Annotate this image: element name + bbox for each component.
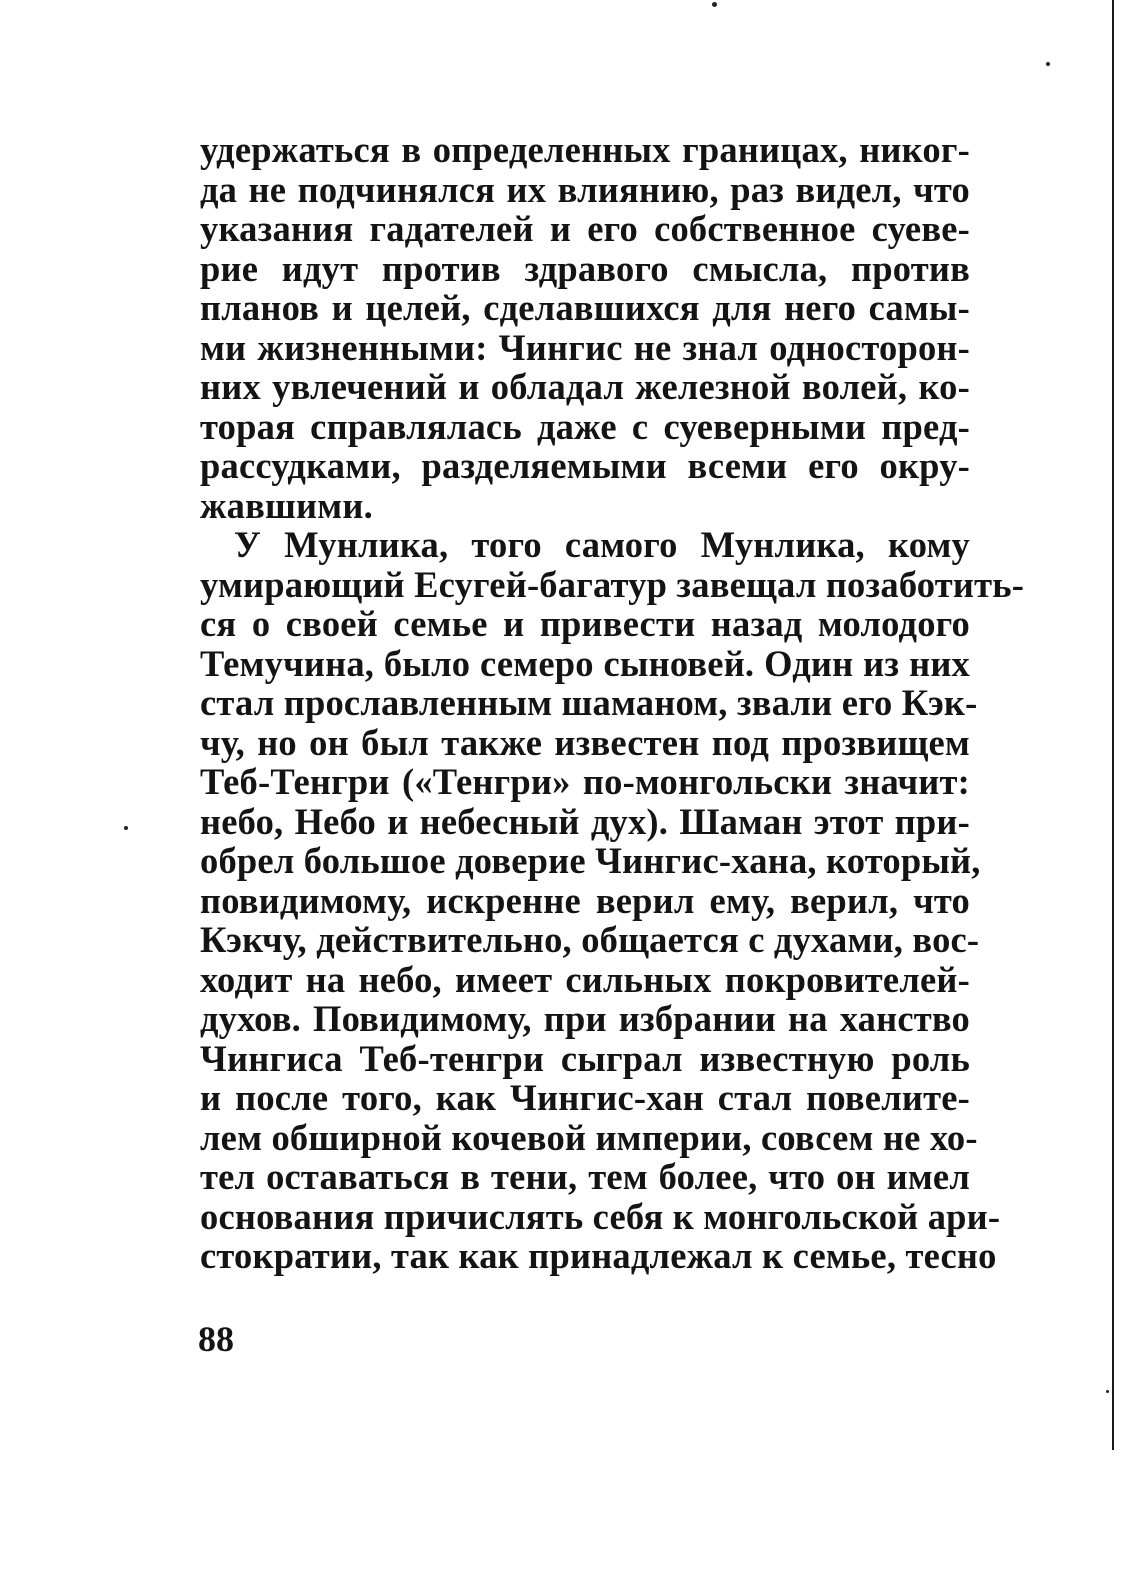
text-line: лем обширной кочевой империи, совсем не хо- [200,1116,978,1158]
text-line: обрел большое доверие Чингис-хана, который, [200,840,981,881]
text-line: удержаться в определенных границах, никог- [200,129,970,170]
scan-speck [712,2,717,7]
text-line: тел оставаться в тени, тем более, что он имел [200,1156,970,1197]
text-line: чу, но он был также известен под прозвищем [200,721,970,763]
text-line: ся о своей семье и привести назад молодого [200,603,970,644]
text-line: Кэкчу, действительно, общается с духами, вос- [200,919,980,960]
text-line: них увлечений и обладал железной волей, ко- [200,366,970,407]
text-line: стократии, так как принадлежал к семье, тесно [200,1235,997,1276]
body-text [200,129,1025,1276]
text-line: ходит на небо, имеет сильных покровителей- [200,958,970,1000]
scan-speck [124,826,128,830]
page-number: 88 [198,1319,234,1359]
text-line: У Мунлика, того самого Мунлика, кому [234,524,970,565]
text-line: Чингиса Теб-тенгри сыграл известную роль [200,1037,970,1079]
text-line: да не подчинялся их влиянию, раз видел, что [200,168,970,210]
text-line: стал прославленным шаманом, звали его Кэк- [200,682,978,723]
scan-speck [1046,62,1050,66]
text-line: и после того, как Чингис-хан стал повелите- [200,1077,970,1118]
text-line: рассудками, разделяемыми всеми его окру- [200,445,970,486]
text-line: торая справлялась даже с суеверными пред- [200,405,970,447]
text-line: основания причислять себя к монгольской ари- [200,1195,1001,1237]
text-line: духов. Повидимому, при избрании на ханство [200,998,970,1039]
text-line: жавшими. [200,484,373,526]
text-line: планов и целей, сделавшихся для него самы- [200,287,970,328]
text-line: указания гадателей и его собственное суеве- [200,208,970,249]
scan-speck [1106,1390,1109,1393]
scan-edge-line [1112,0,1114,1450]
text-line: умирающий Есугей-багатур завещал позаботить- [200,563,1025,605]
text-line: повидимому, искренне верил ему, верил, что [200,879,970,921]
text-line: рие идут против здравого смысла, против [200,247,970,289]
paragraph-2 [200,524,1025,1276]
text-line: небо, Небо и небесный дух). Шаман этот при- [200,800,970,842]
text-line: ми жизненными: Чингис не знал односторон- [200,326,970,368]
text-line: Теб-Тенгри («Тенгри» по-монгольски значит: [200,761,970,802]
text-line: Темучина, было семеро сыновей. Один из них [200,642,970,684]
paragraph-1 [200,130,970,525]
